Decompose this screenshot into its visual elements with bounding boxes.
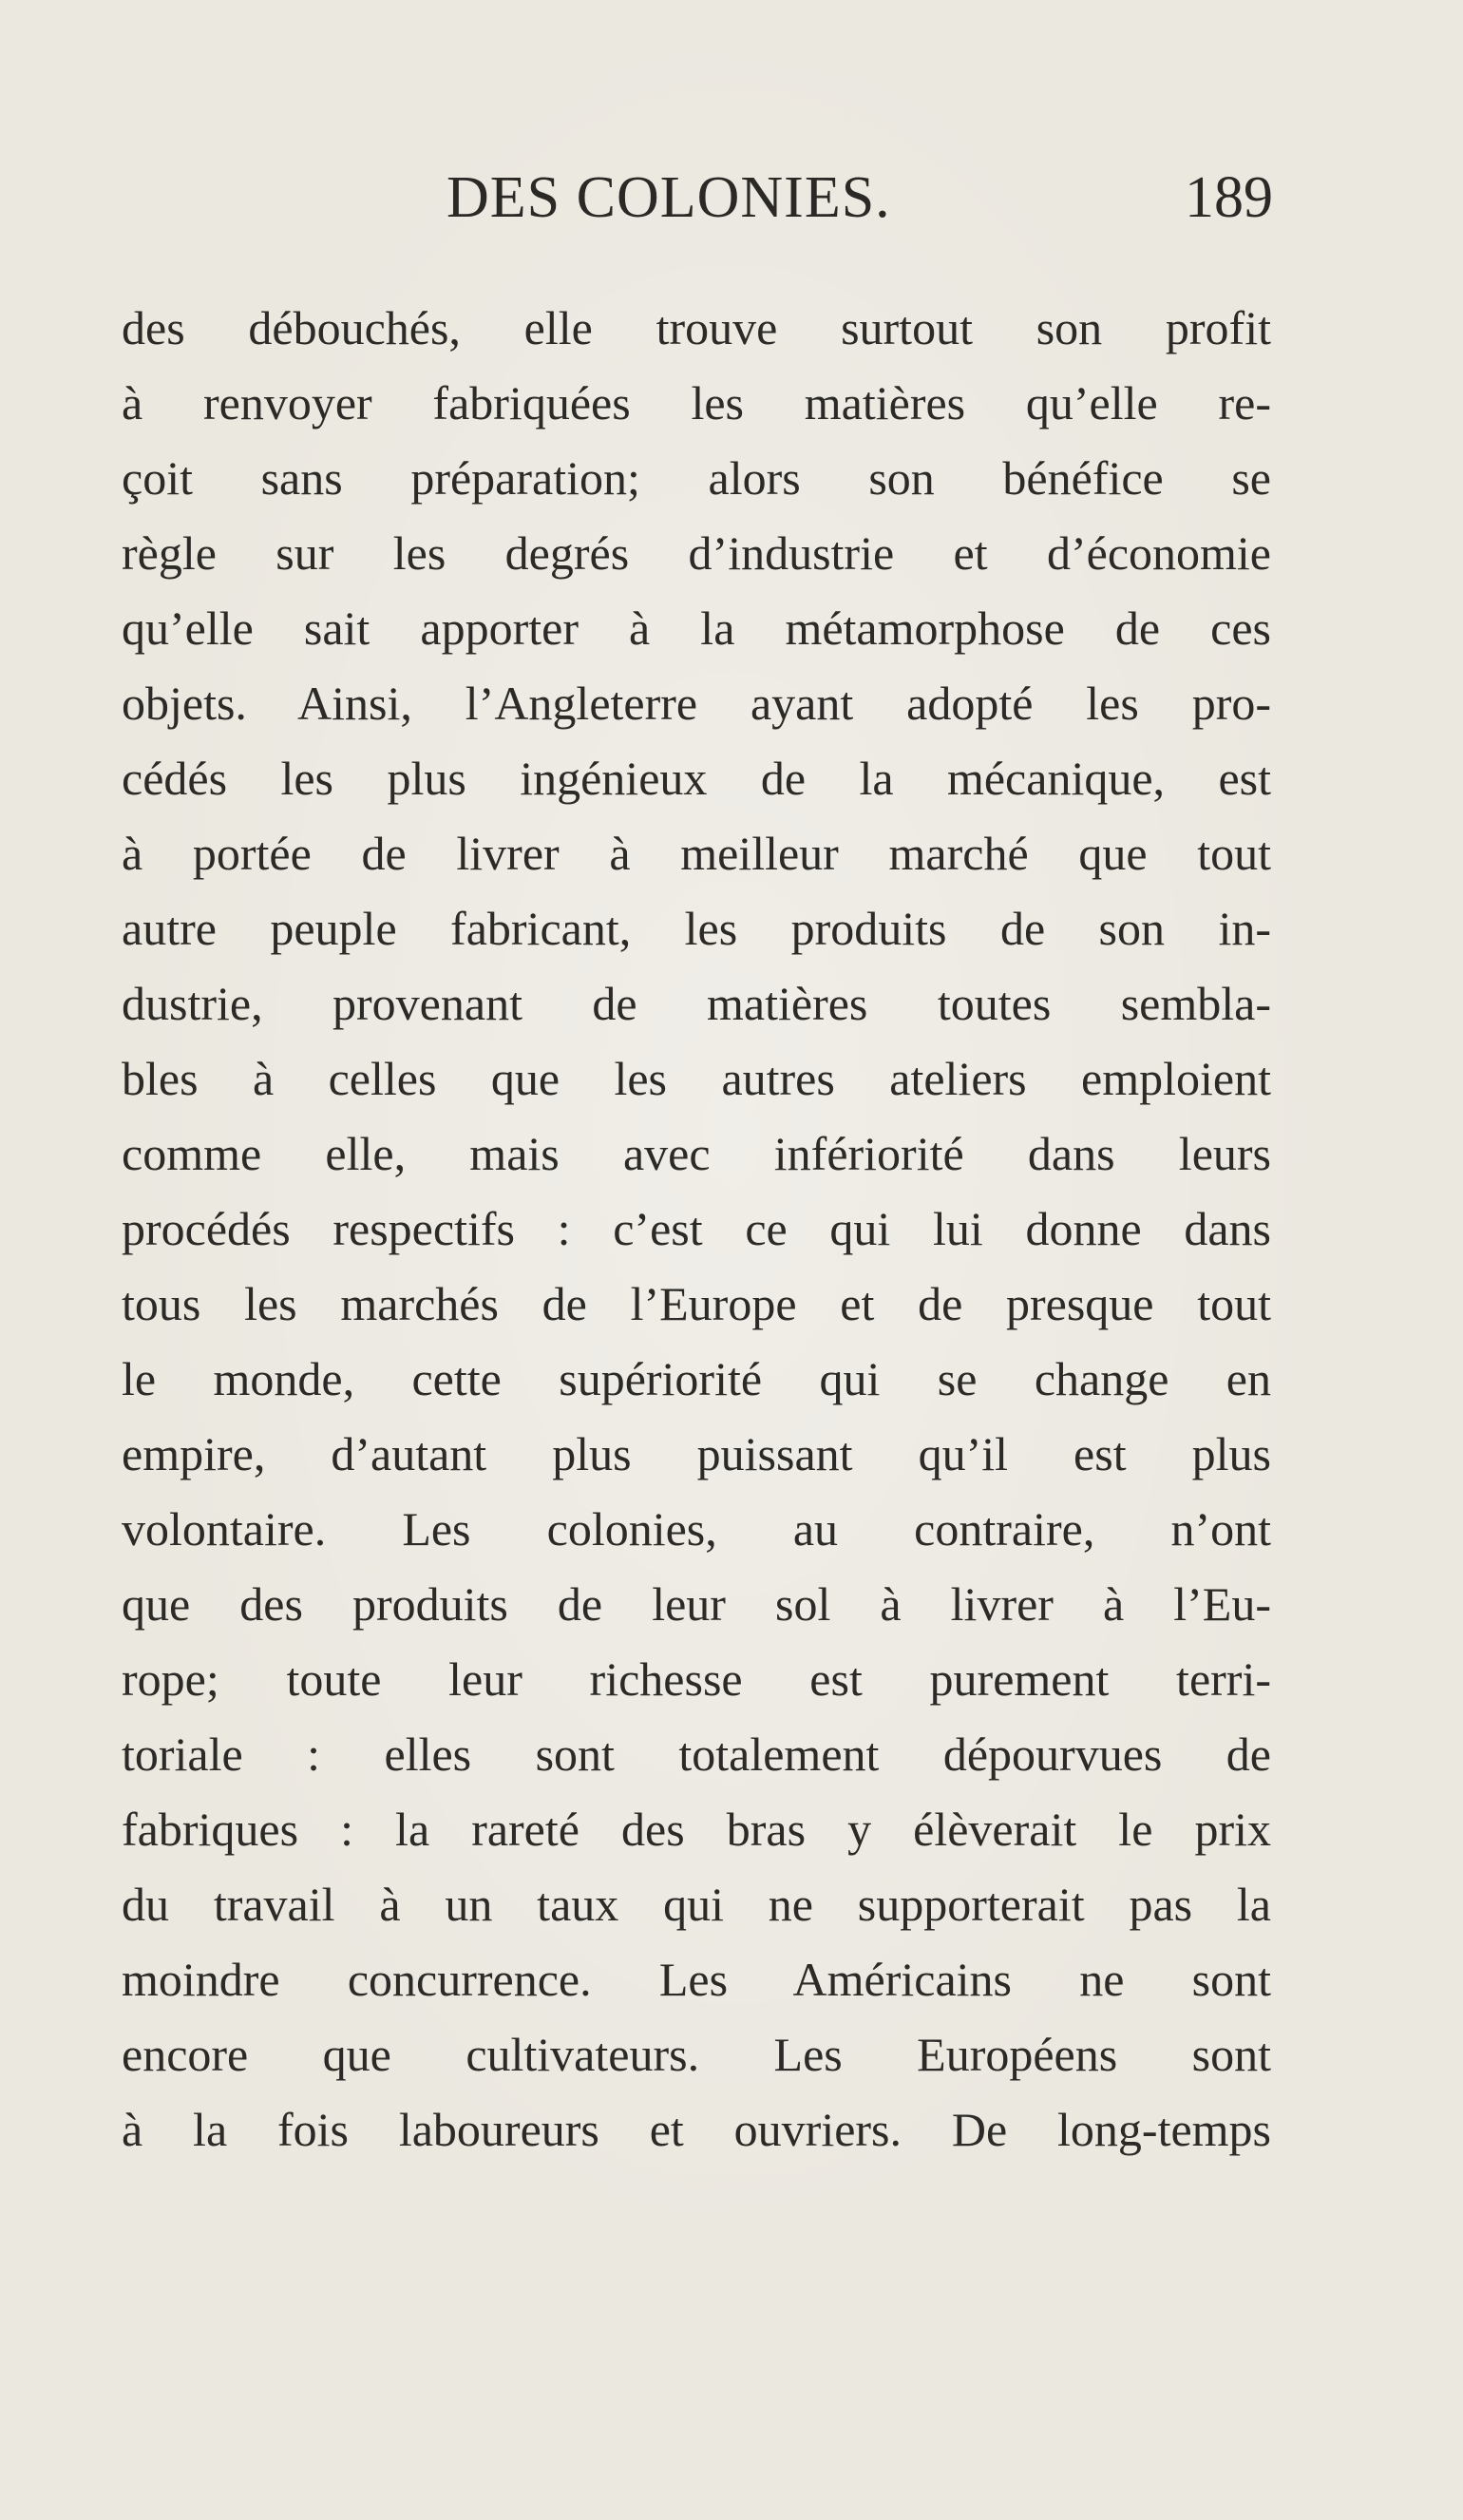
text-line: à la fois laboureurs et ouvriers. De long-temps — [122, 2103, 1271, 2156]
body-text — [122, 291, 1271, 2167]
text-line: des débouchés, elle trouve surtout son profit — [122, 301, 1271, 354]
running-title: DES COLONIES. — [446, 165, 891, 230]
text-line: à portée de livrer à meilleur marché que tout — [122, 827, 1271, 880]
text-line: rope; toute leur richesse est purement terri- — [122, 1652, 1271, 1706]
text-line: dustrie, provenant de matières toutes sembla- — [122, 977, 1271, 1030]
text-line: fabriques : la rareté des bras y élèverait le prix — [122, 1803, 1271, 1856]
text-line: toriale : elles sont totalement dépourvues de — [122, 1728, 1271, 1781]
text-line: le monde, cette supériorité qui se change en — [122, 1352, 1271, 1405]
text-line: volontaire. Les colonies, au contraire, n’ont — [122, 1502, 1271, 1556]
text-line: empire, d’autant plus puissant qu’il est plus — [122, 1427, 1271, 1480]
text-line: tous les marchés de l’Europe et de presque tout — [122, 1277, 1271, 1330]
text-line: que des produits de leur sol à livrer à l’Eu- — [122, 1577, 1271, 1631]
text-line: çoit sans préparation; alors son bénéfice se — [122, 451, 1271, 505]
text-line: encore que cultivateurs. Les Européens sont — [122, 2028, 1271, 2081]
text-line: comme elle, mais avec infériorité dans leurs — [122, 1127, 1271, 1180]
text-line: cédés les plus ingénieux de la mécanique, est — [122, 752, 1271, 805]
text-line: du travail à un taux qui ne supporterait pas la — [122, 1878, 1271, 1931]
text-line: procédés respectifs : c’est ce qui lui donne dans — [122, 1202, 1271, 1255]
page-number: 189 — [1185, 165, 1273, 230]
text-line: bles à celles que les autres ateliers emploient — [122, 1052, 1271, 1105]
text-line: autre peuple fabricant, les produits de son in- — [122, 902, 1271, 955]
text-line: qu’elle sait apporter à la métamorphose de ces — [122, 601, 1271, 655]
text-line: moindre concurrence. Les Américains ne sont — [122, 1953, 1271, 2006]
page-header — [446, 160, 1292, 236]
text-line: à renvoyer fabriquées les matières qu’elle re- — [122, 376, 1271, 430]
text-line: règle sur les degrés d’industrie et d’économie — [122, 526, 1271, 580]
text-line: objets. Ainsi, l’Angleterre ayant adopté les pro- — [122, 677, 1271, 730]
